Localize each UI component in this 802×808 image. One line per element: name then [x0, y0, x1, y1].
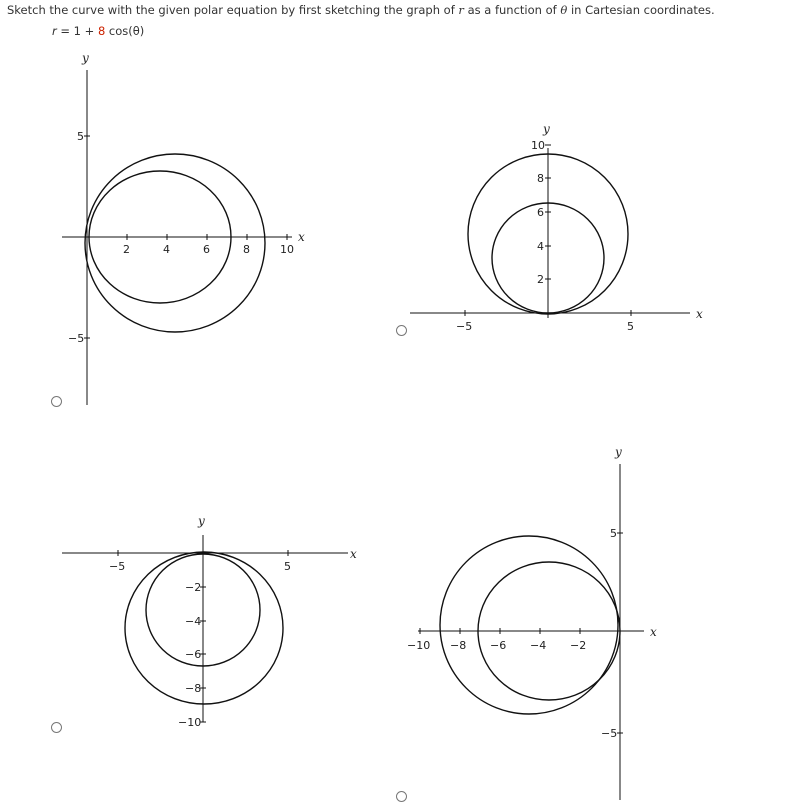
graph-c-y-tick: −8	[185, 682, 202, 695]
graph-d-x-tick: −10	[407, 639, 431, 652]
graph-a-x-tick: 10	[280, 243, 294, 256]
option-d-radio[interactable]	[396, 791, 407, 802]
graph-c-x-tick: −5	[109, 560, 126, 573]
graph-a-y-tick: −5	[68, 332, 85, 345]
graph-c-y-label: y	[198, 514, 205, 528]
option-c-radio[interactable]	[51, 722, 62, 733]
option-b-radio[interactable]	[396, 325, 407, 336]
graph-b-y-label: y	[543, 122, 550, 136]
graph-d-x-tick: −4	[530, 639, 547, 652]
graph-b-x-label: x	[696, 307, 703, 321]
graph-b-y-tick: 10	[531, 139, 545, 152]
graph-c-y-tick: −2	[185, 581, 202, 594]
graph-c-y-tick: −6	[185, 648, 202, 661]
graph-a-y-tick: 5	[77, 130, 84, 143]
graph-d-y-label: y	[615, 445, 622, 459]
graph-a-outer-loop	[85, 154, 265, 332]
polar-equation: r = 1 + 8 cos(θ)	[52, 24, 145, 38]
graph-a-y-label: y	[82, 51, 89, 65]
graph-a-x-label: x	[298, 230, 305, 244]
graph-d-x-tick: −2	[570, 639, 587, 652]
graph-d-x-tick: −6	[490, 639, 507, 652]
graph-b-y-tick: 4	[537, 240, 544, 253]
question-text: Sketch the curve with the given polar equation by first sketching the graph of r as a function of θ in Cartesian coordinates.	[7, 3, 715, 17]
graph-a-x-tick: 8	[243, 243, 250, 256]
graph-a-x-tick: 2	[123, 243, 130, 256]
graph-d-y-tick: −5	[601, 727, 618, 740]
graph-c-x-tick: 5	[284, 560, 291, 573]
graph-d-x-label: x	[650, 625, 657, 639]
graph-b-x-tick: 5	[627, 320, 634, 333]
graph-d-y-tick: 5	[610, 527, 617, 540]
option-a-radio[interactable]	[51, 396, 62, 407]
graph-d-x-tick: −8	[450, 639, 467, 652]
graph-b-y-tick: 2	[537, 273, 544, 286]
graph-b-y-tick: 8	[537, 172, 544, 185]
graph-c-y-tick: −4	[185, 615, 202, 628]
graph-c-x-label: x	[350, 547, 357, 561]
graph-b-x-tick: −5	[456, 320, 473, 333]
graph-b-y-tick: 6	[537, 206, 544, 219]
graph-c-y-tick: −10	[178, 716, 202, 729]
graph-a-x-tick: 6	[203, 243, 210, 256]
graph-a-x-tick: 4	[163, 243, 170, 256]
